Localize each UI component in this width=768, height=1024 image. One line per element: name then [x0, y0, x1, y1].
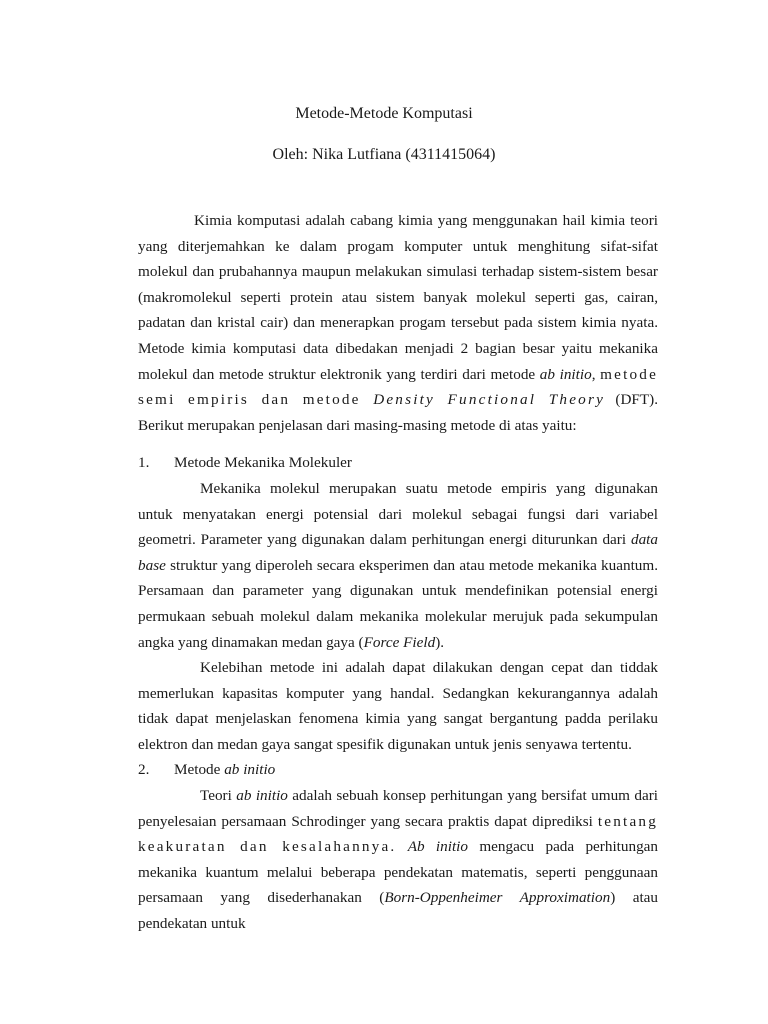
- section-1-paragraph-2: Kelebihan metode ini adalah dapat dilakukan dengan cepat dan tiddak memerlukan kapasitas komputer yang handal. Sedangkan kekurangannya adalah tidak dapat menjelaskan fenomena kimia yang sangat bergantung padda perilaku elektron dan medan gaya sangat spesifik digunakan untuk jenis senyawa tertentu.: [138, 659, 658, 753]
- intro-paragraph: Kimia komputasi adalah cabang kimia yang menggunakan hail kimia teori yang diterjemahkan ke dalam progam komputer untuk menghitung sifat-sifat molekul dan prubahannya maupun melakukan simulasi terhadap sistem-sistem besar (makromolekul seperti protein atau sistem banyak molekul seperti gas, cairan, padatan dan kristal cair) dan menerapkan progam tersebut pada sistem kimia nyata. Metode kimia komputasi data dibedakan menjadi 2 bagian besar yaitu mekanika molekul dan metode struktur elektronik yang terdiri dari metode ab initio, metode semi empiris dan metode Density Functional Theory (DFT). Berikut merupakan penjelasan dari masing-masing metode di atas yaitu:: [138, 212, 659, 434]
- section-1-heading: [138, 450, 658, 476]
- document-title: Metode-Metode Komputasi: [295, 105, 473, 122]
- author-line: Oleh: Nika Lutfiana (4311415064): [272, 146, 496, 163]
- section-2-title-em: ab initio: [224, 761, 276, 779]
- section-1-paragraph-1: Mekanika molekul merupakan suatu metode empiris yang digunakan untuk menyatakan energi potensial dari molekul sebagai fungsi dari variabel geometri. Parameter yang digunakan dalam perhitungan energi diturunkan dari data base struktur yang diperoleh secara eksperimen dan atau metode mekanika kuantum. Persamaan dan parameter yang digunakan untuk mendefinikan potensial energi permukaan sebuah molekul dalam mekanika molekular merujuk pada sekumpulan angka yang dinamakan medan gaya (Force Field).: [138, 479, 658, 651]
- section-2-heading: [138, 757, 658, 783]
- section-2-paragraph-1: Teori ab initio adalah sebuah konsep perhitungan yang bersifat umum dari penyelesaian persamaan Schrodinger yang secara praktis dapat diprediksi tentang keakuratan dan kesalahannya. Ab initio mengacu pada perhitungan mekanika kuantum melalui beberapa pendekatan matematis, seperti penggunaan persamaan yang disederhanakan (Born-Oppenheimer Approximation) atau pendekatan untuk: [138, 787, 659, 933]
- section-1-number: 1.: [138, 454, 150, 472]
- section-2-number: 2.: [138, 761, 150, 779]
- document-body: [138, 208, 658, 937]
- section-2-title-prefix: Metode: [174, 761, 225, 779]
- section-1-title: Metode Mekanika Molekuler: [174, 454, 352, 472]
